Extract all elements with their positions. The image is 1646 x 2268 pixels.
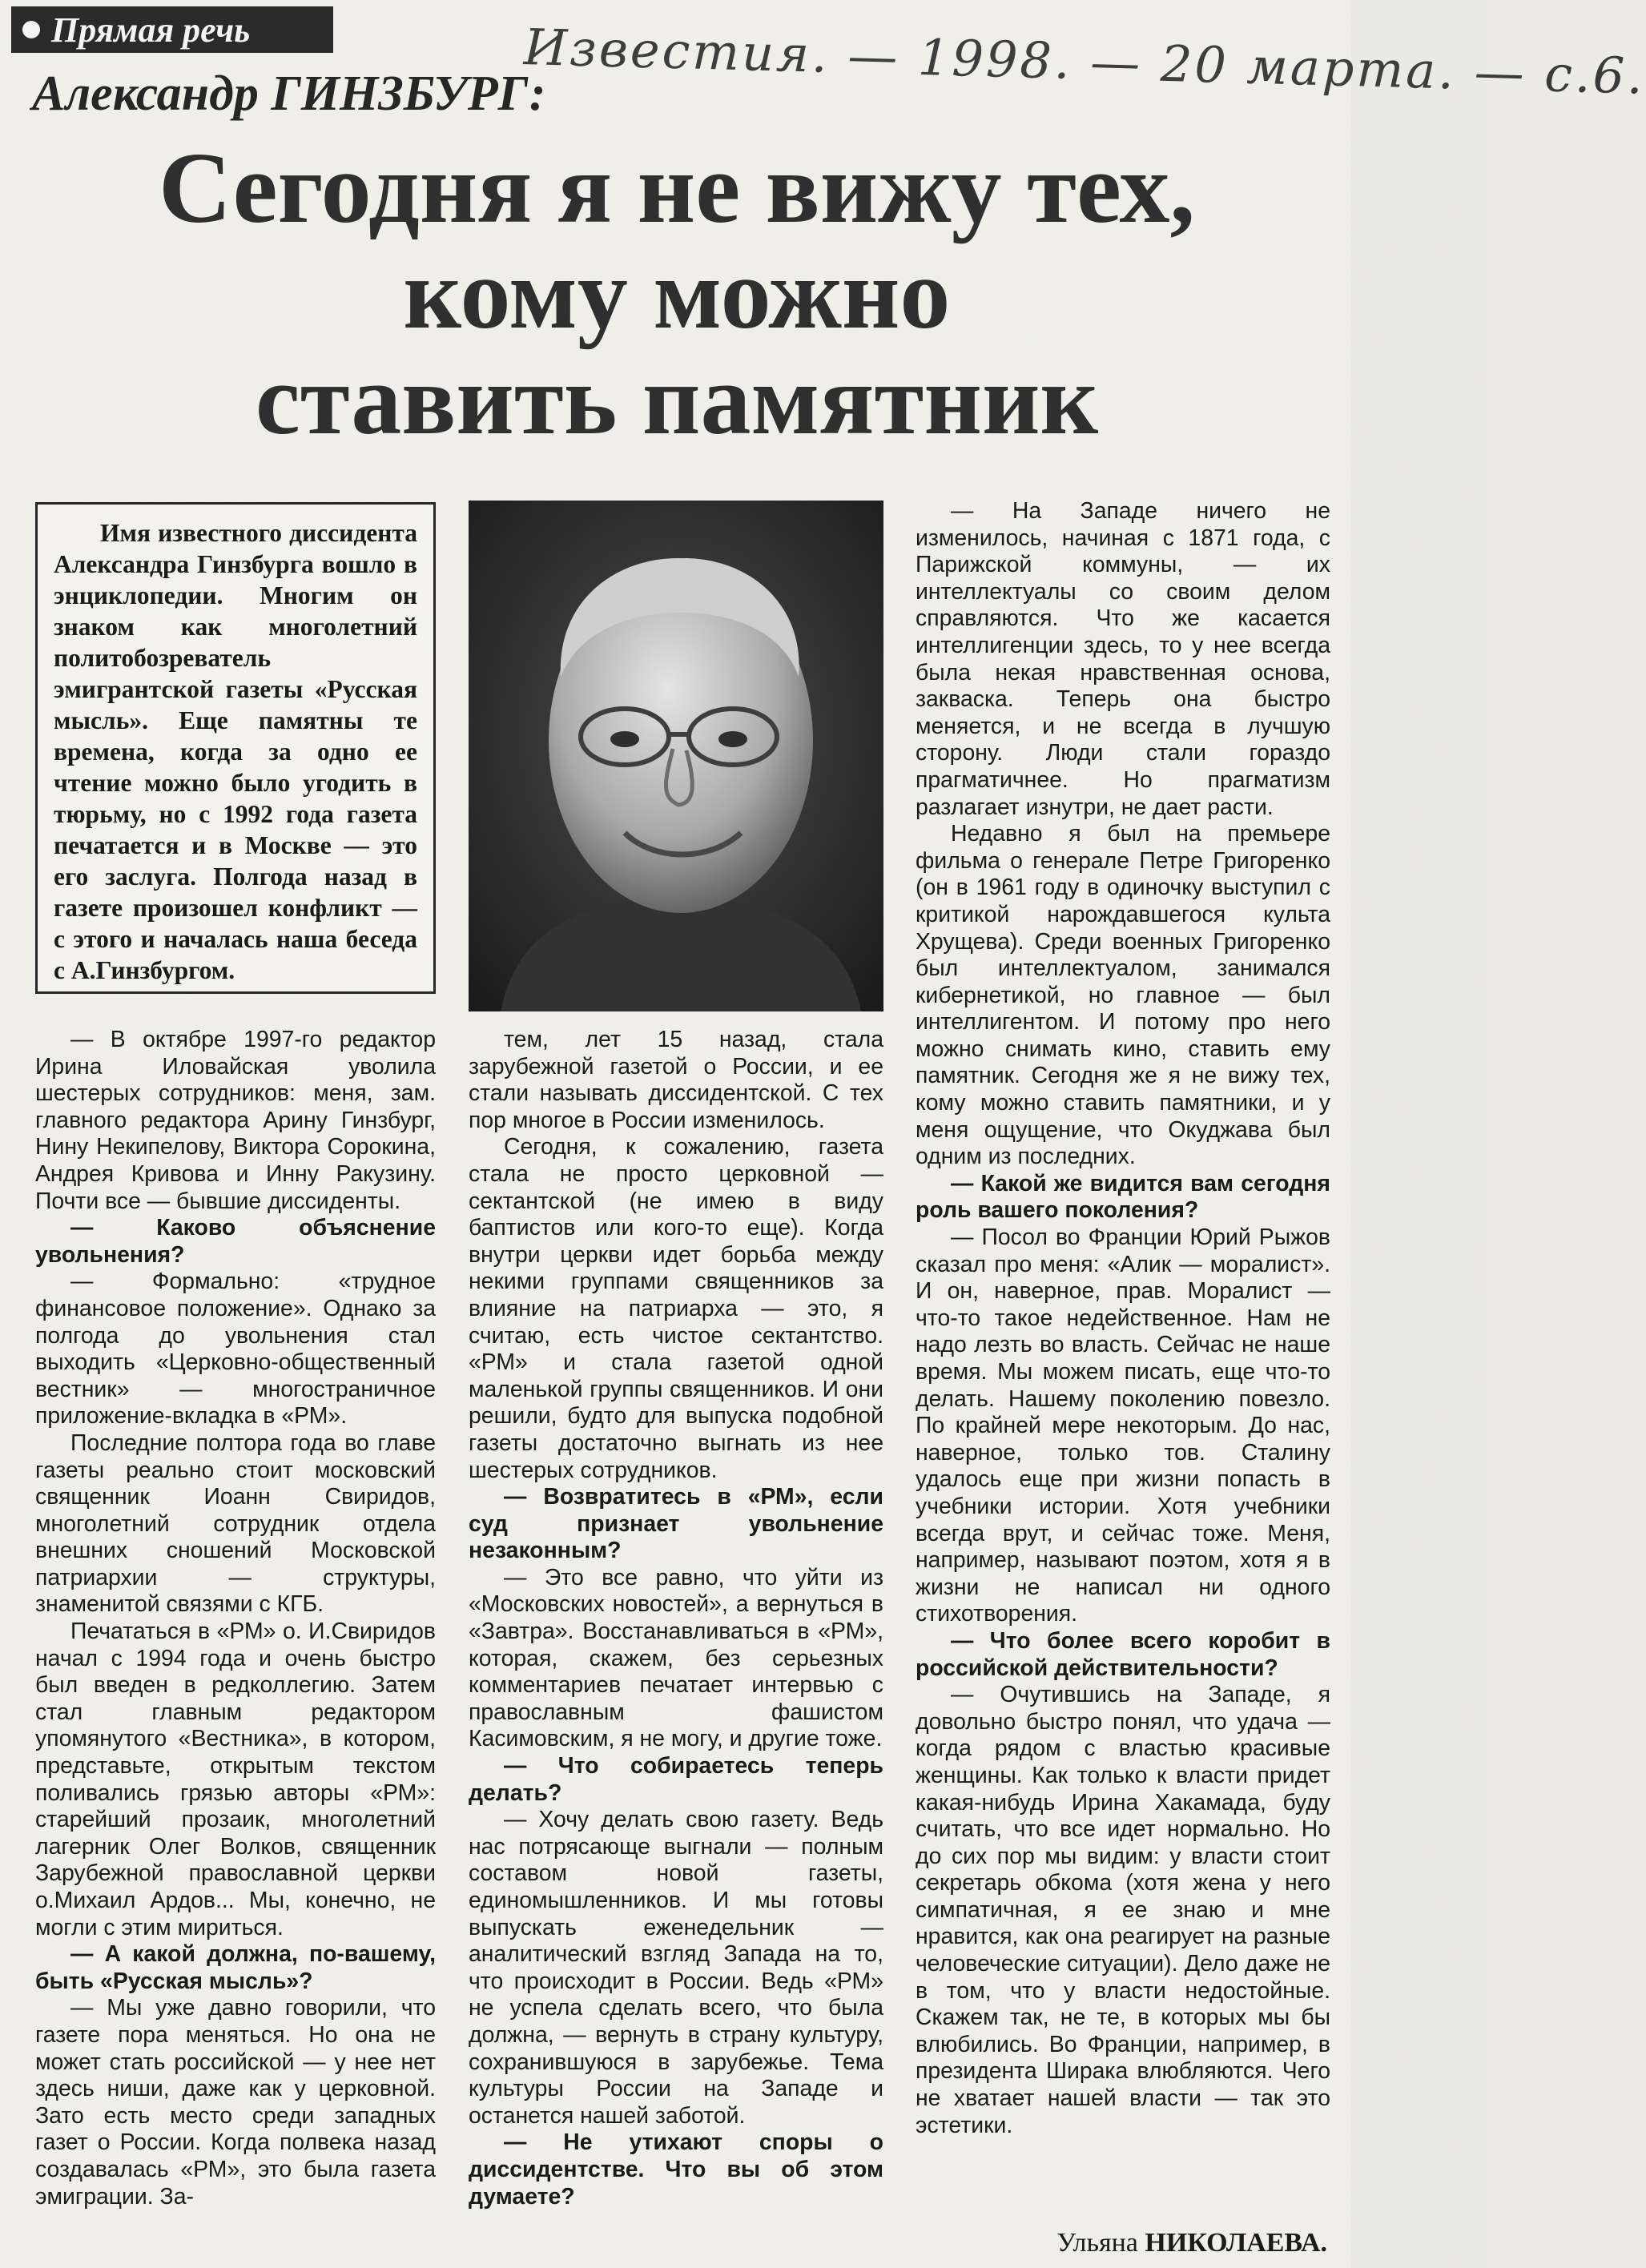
interview-paragraph: Печататься в «РМ» о. И.Свиридов начал с 1994 года и очень быстро был введен в редколлегию. Затем стал главным редактором упомянутого «Вестника», в котором, представьте, открытым текстом поливались грязью авторы «РМ»: старейший прозаик, многолетний лагерник Олег Волков, священник Зарубежной православной церкви о.Михаил Ардов... Мы, конечно, не могли с этим мириться. xyxy=(35,1619,436,1940)
byline xyxy=(1056,2228,1327,2258)
interview-paragraph: — В октябре 1997-го редактор Ирина Иловайская уволила шестерых сотрудников: меня, зам. главного редактора Арину Гинзбург, Нину Некипелову, Виктора Сорокина, Андрея Кривова и Инну Ракузину. Почти все — бывшие диссиденты. xyxy=(35,1027,436,1214)
portrait-image xyxy=(469,501,883,1011)
bullet-icon xyxy=(22,21,40,38)
interview-question: — Каково объяснение увольнения? xyxy=(35,1215,436,1268)
byline-first-name: Ульяна xyxy=(1056,2228,1138,2258)
headline-line-3: ставить памятник xyxy=(255,344,1099,456)
interview-question: — Возвратитесь в «РМ», если суд признает увольнение незаконным? xyxy=(469,1484,883,1564)
article-column-3 xyxy=(916,498,1330,2196)
interview-question: — Что более всего коробит в российской действительности? xyxy=(916,1627,1330,1681)
headline-line-2: кому можно xyxy=(403,239,951,350)
portrait-photo xyxy=(469,501,883,1011)
headline-line-1: Сегодня я не вижу тех, xyxy=(159,133,1195,244)
interview-paragraph: Сегодня, к сожалению, газета стала не просто церковной — сектантской (не имею в виду баптистов или кого-то еще). Когда внутри церкви идет борьба между некими группами священников за влияние на патриарха — это, я считаю, есть чистое сектантство. «РМ» и стала газетой одной маленькой группы священников. И они решили, будто для выпуска подобной газеты достаточно выгнать из нее шестерых сотрудников. xyxy=(469,1134,883,1483)
rubric-label xyxy=(11,6,333,53)
article-column-1 xyxy=(35,1027,436,2220)
interview-paragraph: Недавно я был на премьере фильма о генерале Петре Григоренко (он в 1961 году в одиночку выступил с критикой нарождавшегося культа Хрущева). Среди военных Григоренко был интеллектуалом, занимался кибернетикой, но главное — был интеллигентом. И потому про него можно снимать кино, ставить ему памятник. Сегодня же я не вижу тех, кому можно ставить памятники, и у меня ощущение, что Окуджава был одним из последних. xyxy=(916,821,1330,1170)
interview-paragraph: — Хочу делать свою газету. Ведь нас потрясающе выгнали — полным составом новой газеты, единомышленников. И мы готовы выпускать еженедельник — аналитический взгляд Запада на то, что происходит в России. Ведь «РМ» не успела сделать всего, что была должна, — вернуть в страну культуру, сохранившуюся в зарубежье. Тема культуры России на Западе и останется нашей заботой. xyxy=(469,1807,883,2129)
interview-paragraph: тем, лет 15 назад, стала зарубежной газетой о России, и ее стали называть диссидентской. С тех пор многое в России изменилось. xyxy=(469,1027,883,1133)
interview-paragraph: — На Западе ничего не изменилось, начиная с 1871 года, с Парижской коммуны, — их интеллектуалы со своим делом справляются. Что же касается интеллигенции здесь, то у нее всегда была некая нравственная основа, закваска. Теперь она быстро меняется, и не всегда в лучшую сторону. Люди стали гораздо прагматичнее. Но прагматизм разлагает изнутри, не дает расти. xyxy=(916,498,1330,820)
interview-question: — А какой должна, по-вашему, быть «Русская мысль»? xyxy=(35,1941,436,1994)
rubric-text: Прямая речь xyxy=(51,10,251,50)
headline xyxy=(16,133,1338,456)
interview-question: — Что собираетесь теперь делать? xyxy=(469,1753,883,1806)
article-column-2 xyxy=(469,1027,883,2252)
interview-paragraph: — Формально: «трудное финансовое положение». Однако за полгода до увольнения стал выходить «Церковно-общественный вестник» — многостраничное приложение-вкладка в «РМ». xyxy=(35,1269,436,1430)
interview-question: — Какой же видится вам сегодня роль вашего поколения? xyxy=(916,1170,1330,1224)
interview-paragraph: — Посол во Франции Юрий Рыжов сказал про меня: «Алик — моралист». И он, наверное, прав. Моралист — что-то такое недейственное. Нам не надо лезть во власть. Сейчас не наше время. Мы можем писать, еще что-то делать. Нашему поколению повезло. По крайней мере некоторым. До нас, наверное, только тов. Сталину удалось еще при жизни попасть в учебники истории. Хотя учебники всегда врут, и сейчас тоже. Меня, например, называют поэтом, хотя я в жизни не написал ни одного стихотворения. xyxy=(916,1224,1330,1627)
lead-box: Имя известного диссидента Александра Гинзбурга вошло в энциклопедии. Многим он знаком как многолетний политобозреватель эмигрантской газеты «Русская мысль». Еще памятны те времена, когда за одно ее чтение можно было угодить в тюрьму, но с 1992 года газета печатается и в Москве — это его заслуга. Полгода назад в газете произошел конфликт — с этого и началась наша беседа с А.Гинзбургом. xyxy=(35,502,436,994)
byline-last-name: НИКОЛАЕВА. xyxy=(1145,2228,1327,2258)
interview-question: — Не утихают споры о диссидентстве. Что вы об этом думаете? xyxy=(469,2129,883,2210)
handwritten-source-note: Известия. — 1998. — 20 марта. — с.6. xyxy=(523,18,1646,106)
interview-paragraph: Последние полтора года во главе газеты реально стоит московский священник Иоанн Свиридов, многолетний сотрудник отдела внешних сношений Московской патриархии — структуры, знаменитой связями с КГБ. xyxy=(35,1430,436,1618)
interviewee-name: Александр ГИНЗБУРГ: xyxy=(32,66,546,121)
interview-paragraph: — Мы уже давно говорили, что газете пора меняться. Но она не может стать российской — у нее нет здесь ниши, даже как у церковной. Зато есть место среди западных газет о России. Когда полвека назад создавалась «РМ», это была газета эмиграции. За- xyxy=(35,1995,436,2210)
interview-paragraph: — Это все равно, что уйти из «Московских новостей», а вернуться в «Завтра». Восстанавливаться в «РМ», которая, скажем, без серьезных комментариев печатает интервью с православным фашистом Касимовским, я не могу, и другие тоже. xyxy=(469,1564,883,1752)
interview-paragraph: — Очутившись на Западе, я довольно быстро понял, что удача — когда рядом с властью красивые женщины. Как только к власти придет какая-нибудь Ирина Хакамада, буду считать, что все идет нормально. Но до сих пор мы видим: у власти стоит секретарь обкома (хотя жена у него симпатичная, я ее знаю и мне нравится, как она реагирует на разные человеческие ситуации). Дело даже не в том, что у власти недостойные. Скажем так, не те, в которых мы бы влюбились. Во Франции, например, в президента Ширака влюбляются. Чего не хватает нашей власти — так это эстетики. xyxy=(916,1682,1330,2138)
